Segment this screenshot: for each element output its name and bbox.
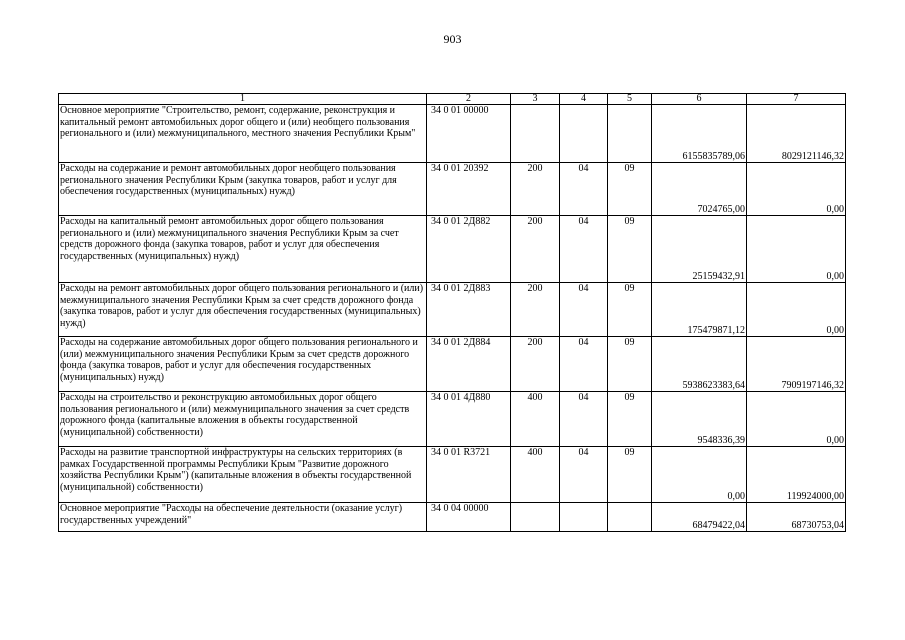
subsection-cell: 09 (608, 216, 652, 283)
expense-type-cell: 400 (511, 392, 560, 447)
expense-name-cell: Расходы на строительство и реконструкцию автомобильных дорог общего пользования регионального и (или) межмуниципального значения за счет средств дорожного фонда (капитальные вложения в объекты государственной (муниципальной) собственности) (59, 392, 427, 447)
table-row (59, 283, 846, 337)
header-cell: 4 (560, 94, 608, 105)
subsection-cell: 09 (608, 337, 652, 392)
subsection-cell: 09 (608, 163, 652, 216)
subsection-cell: 09 (608, 283, 652, 337)
amount-col7-cell: 0,00 (747, 283, 846, 337)
section-cell: 04 (560, 337, 608, 392)
amount-col6-cell: 175479871,12 (652, 283, 747, 337)
header-cell: 3 (511, 94, 560, 105)
section-cell: 04 (560, 216, 608, 283)
section-cell (560, 503, 608, 532)
amount-col7-cell: 119924000,00 (747, 447, 846, 503)
amount-col7-cell: 7909197146,32 (747, 337, 846, 392)
amount-col7-cell: 68730753,04 (747, 503, 846, 532)
header-cell: 1 (59, 94, 427, 105)
budget-code-cell: 34 0 01 20392 (427, 163, 511, 216)
section-cell: 04 (560, 447, 608, 503)
section-cell (560, 105, 608, 163)
budget-code-cell: 34 0 01 2Д883 (427, 283, 511, 337)
section-cell: 04 (560, 392, 608, 447)
subsection-cell (608, 503, 652, 532)
header-cell: 5 (608, 94, 652, 105)
expense-type-cell: 200 (511, 216, 560, 283)
table-row (59, 503, 846, 532)
table-row (59, 447, 846, 503)
subsection-cell (608, 105, 652, 163)
amount-col6-cell: 9548336,39 (652, 392, 747, 447)
table-row (59, 105, 846, 163)
amount-col7-cell: 0,00 (747, 392, 846, 447)
budget-code-cell: 34 0 01 R3721 (427, 447, 511, 503)
amount-col7-cell: 8029121146,32 (747, 105, 846, 163)
expense-type-cell: 400 (511, 447, 560, 503)
table-row (59, 216, 846, 283)
amount-col6-cell: 68479422,04 (652, 503, 747, 532)
subsection-cell: 09 (608, 447, 652, 503)
expense-name-cell: Расходы на содержание и ремонт автомобильных дорог необщего пользования регионального значения Республики Крым (закупка товаров, работ и услуг для обеспечения государственных (муниципальных) нужд) (59, 163, 427, 216)
header-cell: 2 (427, 94, 511, 105)
amount-col6-cell: 25159432,91 (652, 216, 747, 283)
expense-type-cell (511, 503, 560, 532)
expense-name-cell: Основное мероприятие "Строительство, ремонт, содержание, реконструкция и капитальный ремонт автомобильных дорог общего и (или) необщего пользования регионального и (или) межмуниципального, местного значения Республики Крым" (59, 105, 427, 163)
amount-col6-cell: 0,00 (652, 447, 747, 503)
budget-code-cell: 34 0 01 2Д882 (427, 216, 511, 283)
budget-code-cell: 34 0 04 00000 (427, 503, 511, 532)
subsection-cell: 09 (608, 392, 652, 447)
budget-table (58, 93, 846, 532)
amount-col6-cell: 7024765,00 (652, 163, 747, 216)
amount-col6-cell: 6155835789,06 (652, 105, 747, 163)
expense-type-cell: 200 (511, 163, 560, 216)
amount-col7-cell: 0,00 (747, 163, 846, 216)
header-cell: 7 (747, 94, 846, 105)
section-cell: 04 (560, 283, 608, 337)
header-row (59, 94, 846, 105)
amount-col6-cell: 5938623383,64 (652, 337, 747, 392)
table-row (59, 163, 846, 216)
budget-code-cell: 34 0 01 4Д880 (427, 392, 511, 447)
table-row (59, 392, 846, 447)
amount-col7-cell: 0,00 (747, 216, 846, 283)
table-row (59, 337, 846, 392)
expense-name-cell: Расходы на развитие транспортной инфраструктуры на сельских территориях (в рамках Государственной программы Республики Крым "Развитие дорожного хозяйства Республики Крым") (капитальные вложения в объекты государственной (муниципальной) собственности) (59, 447, 427, 503)
expense-type-cell: 200 (511, 283, 560, 337)
expense-type-cell (511, 105, 560, 163)
expense-type-cell: 200 (511, 337, 560, 392)
page-number: 903 (443, 32, 462, 46)
expense-name-cell: Основное мероприятие "Расходы на обеспечение деятельности (оказание услуг) государственных учреждений" (59, 503, 427, 532)
expense-name-cell: Расходы на ремонт автомобильных дорог общего пользования регионального и (или) межмуниципального значения Республики Крым за счет средств дорожного фонда (закупка товаров, работ и услуг для обеспечения государственных (муниципальных) нужд) (59, 283, 427, 337)
expense-name-cell: Расходы на содержание автомобильных дорог общего пользования регионального и (или) межмуниципального значения Республики Крым за счет средств дорожного фонда (закупка товаров, работ и услуг для обеспечения государственных (муниципальных) нужд) (59, 337, 427, 392)
expense-name-cell: Расходы на капитальный ремонт автомобильных дорог общего пользования регионального и (или) межмуниципального значения Республики Крым за счет средств дорожного фонда (закупка товаров, работ и услуг для обеспечения государственных (муниципальных) нужд) (59, 216, 427, 283)
header-cell: 6 (652, 94, 747, 105)
section-cell: 04 (560, 163, 608, 216)
budget-code-cell: 34 0 01 00000 (427, 105, 511, 163)
budget-code-cell: 34 0 01 2Д884 (427, 337, 511, 392)
